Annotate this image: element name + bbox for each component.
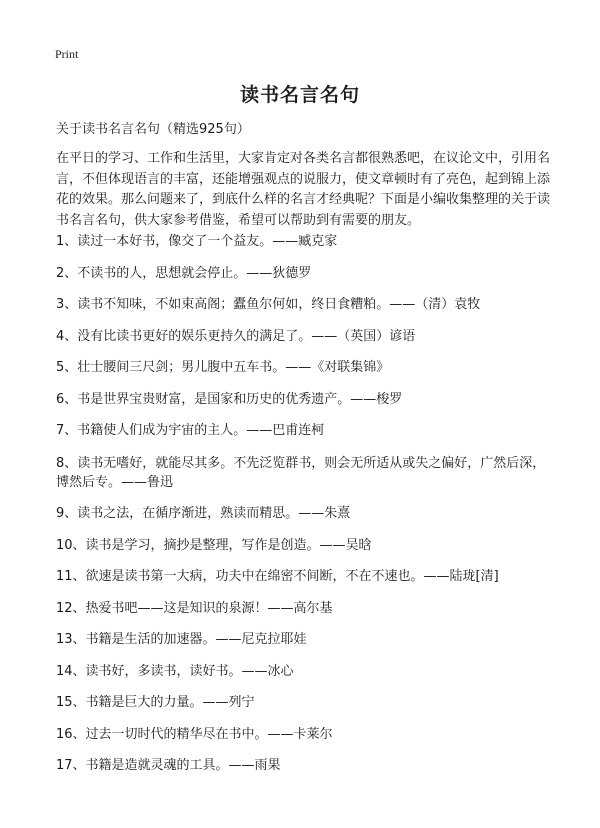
- intro-paragraph: 在平日的学习、工作和生活里，大家肯定对各类名言都很熟悉吧，在议论文中，引用名言，不但体现语言的丰富，还能增强观点的说服力，使文章顿时有了亮色，起到锦上添花的效果。那么问题来了，到底什么样的名言才经典呢？下面是小编收集整理的关于读书名言名句，供大家参考借鉴，希望可以帮助到有需要的朋友。: [56, 151, 551, 228]
- quote-item: 14、读书好，多读书，读好书。——冰心: [56, 663, 294, 679]
- quote-item: 7、书籍使人们成为宇宙的主人。——巴甫连柯: [56, 423, 325, 438]
- quote-item: 15、书籍是巨大的力量。——列宁: [56, 695, 255, 710]
- quote-item: 2、不读书的人，思想就会停止。——狄德罗: [56, 265, 312, 281]
- quote-item: 9、读书之法，在循序渐进，熟读而精思。——朱熹: [56, 506, 351, 521]
- print-link[interactable]: Print: [55, 47, 79, 61]
- quote-item: 11、欲速是读书第一大病，功夫中在绵密不间断，不在不速也。——陆珑[清]: [56, 569, 499, 584]
- page-title: 读书名言名句: [239, 84, 360, 106]
- quote-item: 3、读书不知味，不如束高阁；蠹鱼尔何如，终日食糟粕。——（清）袁牧: [56, 297, 481, 312]
- quote-item: 4、没有比读书更好的娱乐更持久的满足了。——（英国）谚语: [56, 328, 416, 344]
- quote-item: 16、过去一切时代的精华尽在书中。——卡莱尔: [56, 726, 333, 742]
- quote-item: 5、壮士腰间三尺剑；男儿腹中五车书。——《对联集锦》: [56, 360, 390, 375]
- quote-item: 13、书籍是生活的加速器。——尼克拉耶娃: [56, 632, 307, 647]
- quote-item: 1、读过一本好书，像交了一个益友。——臧克家: [56, 234, 338, 249]
- quote-item: 8、读书无嗜好，就能尽其多。不先泛览群书，则会无所适从或失之偏好，广然后深，博然后专。——鲁迅: [56, 455, 546, 490]
- quote-item: 6、书是世界宝贵财富，是国家和历史的优秀遗产。——梭罗: [56, 391, 403, 407]
- quote-item: 10、读书是学习，摘抄是整理，写作是创造。——吴晗: [56, 537, 372, 553]
- quote-item: 12、热爱书吧——这是知识的泉源！——高尔基: [56, 600, 333, 616]
- quote-list: [56, 233, 550, 789]
- subtitle: 关于读书名言名句（精选925句）: [56, 122, 250, 137]
- quote-item: 17、书籍是造就灵魂的工具。——雨果: [56, 758, 281, 773]
